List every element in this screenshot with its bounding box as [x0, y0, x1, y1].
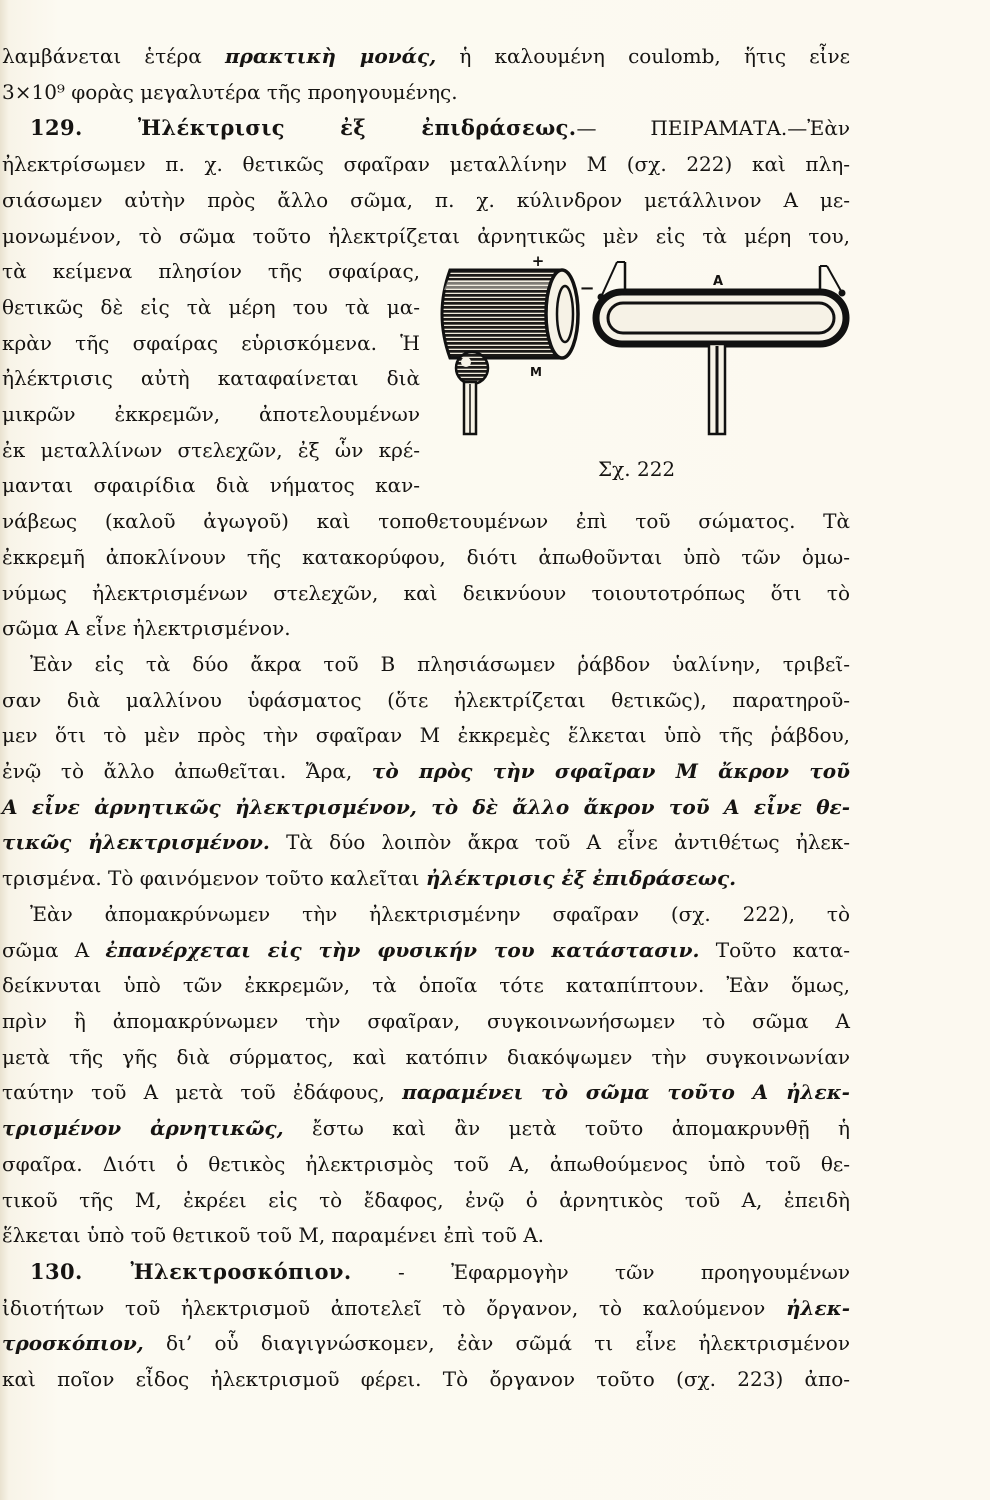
text-run: μετὰ τῆς γῆς διὰ σύρματος, καὶ κατόπιν διακόψωμεν τὴν συγκοινωνίαν — [2, 1044, 850, 1069]
text-line — [2, 183, 850, 219]
text-run: τικοῦ τῆς Μ, ἐκρέει εἰς τὸ ἔδαφος, ἐνῷ ὁ ἀρνητικὸς τοῦ Α, ἐπειδὴ — [2, 1187, 850, 1212]
page-text — [2, 39, 850, 1398]
text-run: ταύτην τοῦ Α μετὰ τοῦ ἐδάφους, — [2, 1080, 403, 1105]
text-run: σιάσωμεν αὐτὴν πρὸς ἄλλο σῶμα, π. χ. κύλινδρον μετάλλινον Α με- — [2, 187, 850, 212]
text-line — [2, 1218, 850, 1254]
text-line — [2, 968, 850, 1004]
text-run: - Ἐφαρμογὴν τῶν προηγουμένων — [351, 1259, 850, 1284]
text-run: μανται σφαιρίδια διὰ νήματος καν- — [2, 473, 420, 498]
text-run: τὰ κείμενα πλησίον τῆς σφαίρας, — [2, 259, 420, 284]
metal-cylinder-a — [596, 274, 846, 434]
paragraph — [2, 39, 850, 110]
text-run: Ἐὰν εἰς τὰ δύο ἄκρα τοῦ Β πλησιάσωμεν ῥάβδον ὑαλίνην, τριβεῖ- — [30, 651, 850, 676]
text-run: ἐνῷ τὸ ἄλλο ἀπωθεῖται. Ἄρα, — [2, 759, 372, 784]
text-run: σφαῖρα. Διότι ὁ θετικὸς ἠλεκτρισμὸς τοῦ Α, ἀπωθούμενος ὑπὸ τοῦ θε- — [2, 1151, 850, 1176]
emphasized-text: τρισμένον ἀρνητικῶς, — [2, 1116, 284, 1141]
figure-222 — [420, 254, 850, 502]
text-run: ἐκ μεταλλίνων στελεχῶν, ἐξ ὧν κρέ- — [2, 437, 420, 462]
text-line — [2, 1254, 850, 1291]
section-heading: 129. Ἠλέκτρισις ἐξ ἐπιδράσεως. — [30, 115, 577, 141]
figure-caption: Σχ. 222 — [598, 457, 676, 482]
paragraph — [2, 110, 850, 647]
text-line — [2, 1362, 850, 1398]
text-line — [2, 647, 850, 683]
text-run: νύμως ἠλεκτρισμένων στελεχῶν, καὶ δεικνύουν τοιουτοτρόπως ὅτι τὸ — [2, 580, 850, 605]
text-line — [2, 540, 850, 576]
text-run: μικρῶν ἐκκρεμῶν, ἀποτελουμένων — [2, 402, 420, 427]
text-line — [2, 718, 850, 754]
emphasized-text: Α εἶνε ἀρνητικῶς ἠλεκτρισμένον, τὸ δὲ ἄλλο ἄκρον τοῦ Α εἶνε θε- — [2, 794, 850, 819]
text-line — [2, 147, 850, 183]
left-end-sign-label: − — [579, 278, 595, 300]
emphasized-text: τροσκόπιον, — [2, 1331, 144, 1356]
text-run: σῶμα Α εἶνε ἠλεκτρισμένον. — [2, 616, 291, 641]
text-run: θετικῶς δὲ εἰς τὰ μέρη του τὰ μα- — [2, 294, 420, 319]
emphasized-text: ἠλεκ- — [785, 1295, 850, 1320]
text-line — [2, 1075, 850, 1111]
text-line — [2, 790, 850, 826]
text-line — [2, 933, 850, 969]
text-run: ἔστω καὶ ἂν μετὰ τοῦτο ἀπομακρυνθῇ ἡ — [283, 1116, 850, 1141]
text-line — [2, 110, 850, 147]
emphasized-text: τικῶς ἠλεκτρισμένον. — [2, 830, 270, 855]
text-run: σῶμα Α — [2, 937, 106, 962]
sphere-label: M — [530, 365, 542, 380]
emphasized-text: ἠλέκτρισις ἐξ ἐπιδράσεως. — [425, 866, 737, 891]
text-line — [2, 897, 850, 933]
text-line — [2, 1147, 850, 1183]
text-run: κρὰν τῆς σφαίρας εὑρισκόμενα. Ἡ — [2, 330, 420, 355]
text-run: σαν διὰ μαλλίνου ὑφάσματος (ὅτε ἠλεκτρίζεται θετικῶς), παρατηροῦ- — [2, 687, 850, 712]
emphasized-text: πρακτικὴ μονάς, — [224, 44, 437, 68]
text-line — [2, 39, 850, 75]
sphere-sign-label: + — [531, 254, 545, 271]
text-line — [2, 754, 850, 790]
paragraph — [2, 647, 850, 897]
text-run: ἡ καλουμένη coulomb, ἥτις εἶνε — [436, 44, 850, 68]
text-line — [2, 825, 850, 861]
text-line — [2, 1326, 850, 1362]
text-run: 3×10⁹ φορὰς μεγαλυτέρα τῆς προηγουμένης. — [2, 79, 458, 104]
text-line — [2, 611, 850, 647]
text-line — [2, 504, 850, 540]
text-run: δι’ οὗ διαγιγνώσκομεν, ἐὰν σῶμά τι εἶνε ἠλεκτρισμένον — [143, 1331, 850, 1356]
text-run: λαμβάνεται ἑτέρα — [2, 44, 225, 68]
text-run: ἠλέκτρισις αὐτὴ καταφαίνεται διὰ — [2, 366, 420, 391]
text-line — [2, 1183, 850, 1219]
text-line — [2, 1291, 850, 1327]
text-run: ἐκκρεμῆ ἀποκλίνουν τῆς κατακορύφου, διότι ἀπωθοῦνται ὑπὸ τῶν ὁμω- — [2, 544, 850, 569]
text-line — [2, 1111, 850, 1147]
emphasized-text: παραμένει τὸ σῶμα τοῦτο Α ἠλεκ- — [402, 1080, 850, 1105]
text-run: καὶ ποῖον εἶδος ἠλεκτρισμοῦ φέρει. Τὸ ὄργανον τοῦτο (σχ. 223) ἀπο- — [2, 1367, 850, 1392]
paragraph — [2, 897, 850, 1254]
text-run: μεν ὅτι τὸ μὲν πρὸς τὴν σφαῖραν Μ ἐκκρεμὲς ἕλκεται ὑπὸ τῆς ῥάβδου, — [2, 723, 850, 748]
text-run: Ἐὰν ἀπομακρύνωμεν τὴν ἠλεκτρισμένην σφαῖραν (σχ. 222), τὸ — [30, 901, 850, 926]
text-run: ἠλεκτρίσωμεν π. χ. θετικῶς σφαῖραν μεταλλίνην Μ (σχ. 222) καὶ πλη- — [2, 152, 850, 177]
section-heading: 130. Ἠλεκτροσκόπιον. — [30, 1258, 352, 1284]
text-line — [2, 1040, 850, 1076]
text-line — [2, 576, 850, 612]
text-line — [2, 861, 850, 897]
text-run: Τὰ δύο λοιπὸν ἄκρα τοῦ Α εἶνε ἀντιθέτως ἠλεκ- — [269, 830, 851, 855]
paragraph — [2, 1254, 850, 1398]
text-run: — ΠΕΙΡΑΜΑΤΑ.—Ἐὰν — [576, 116, 850, 141]
text-run: τρισμένα. Τὸ φαινόμενον τοῦτο καλεῖται — [2, 866, 426, 891]
cylinder-label: A — [712, 274, 724, 290]
charged-sphere-m — [442, 254, 578, 434]
text-line — [2, 683, 850, 719]
text-run: Τοῦτο κατα- — [699, 937, 850, 962]
text-line — [2, 1004, 850, 1040]
text-run: πρὶν ἢ ἀπομακρύνωμεν τὴν σφαῖραν, συγκοινωνήσωμεν τὸ σῶμα Α — [2, 1008, 850, 1033]
text-line — [2, 75, 850, 111]
emphasized-text: τὸ πρὸς τὴν σφαῖραν Μ ἄκρον τοῦ — [371, 759, 850, 784]
text-run: μονωμένον, τὸ σῶμα τοῦτο ἠλεκτρίζεται ἀρνητικῶς μὲν εἰς τὰ μέρη του, — [2, 223, 850, 248]
text-run: νάβεως (καλοῦ ἀγωγοῦ) καὶ τοποθετουμένων ἐπὶ τοῦ σώματος. Τὰ — [2, 509, 850, 534]
text-run: ἰδιοτήτων τοῦ ἠλεκτρισμοῦ ἀποτελεῖ τὸ ὄργανον, τὸ καλούμενον — [2, 1295, 786, 1320]
emphasized-text: ἐπανέρχεται εἰς τὴν φυσικήν του κατάστασιν. — [105, 937, 700, 962]
text-run: ἕλκεται ὑπὸ τοῦ θετικοῦ τοῦ Μ, παραμένει ἐπὶ τοῦ Α. — [2, 1223, 545, 1248]
induction-apparatus-illustration — [420, 254, 850, 502]
text-line — [2, 219, 850, 255]
text-run: δείκνυται ὑπὸ τῶν ἐκκρεμῶν, τὰ ὁποῖα τότε καταπίπτουν. Ἐὰν ὅμως, — [2, 973, 850, 998]
